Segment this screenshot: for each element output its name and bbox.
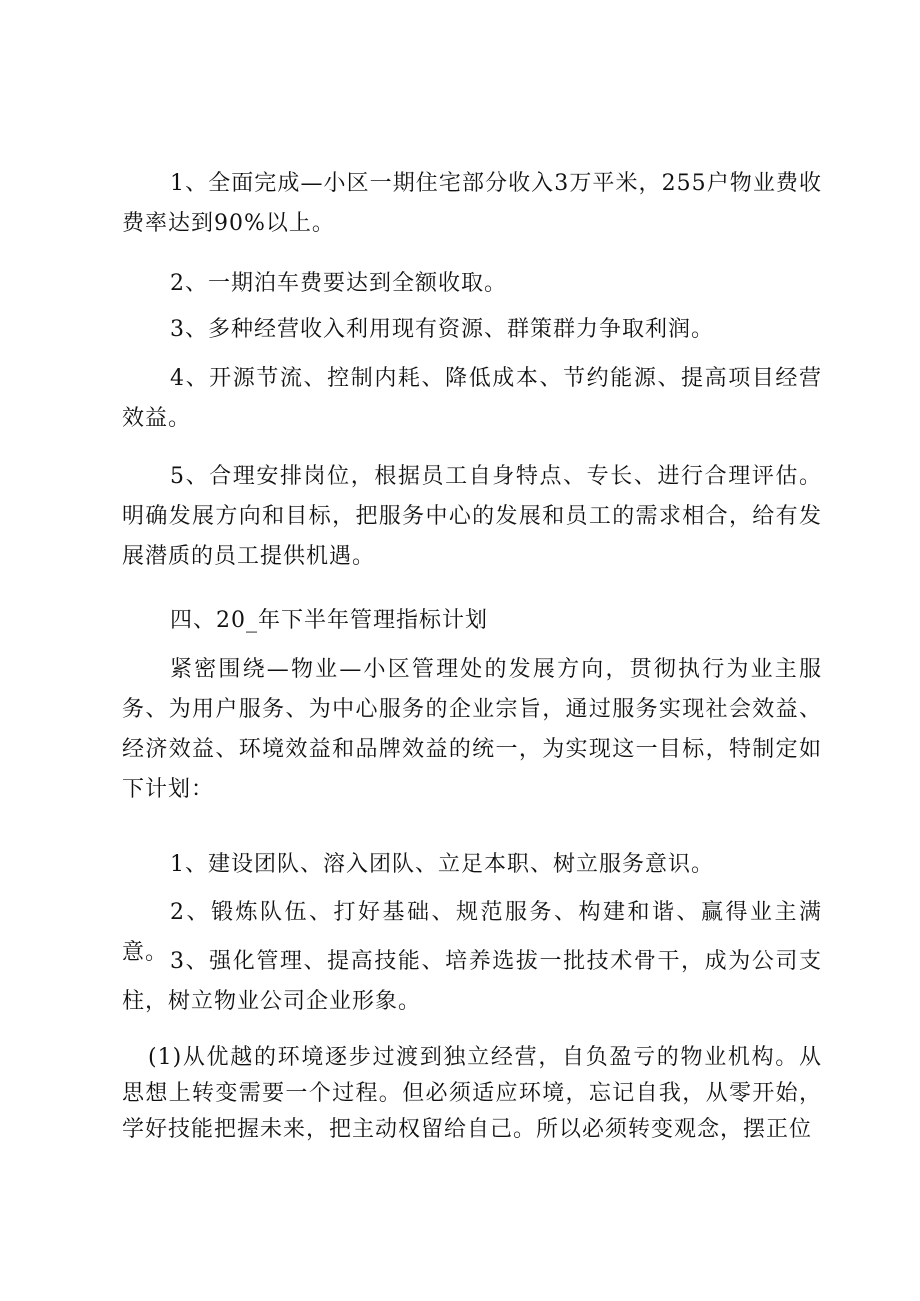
paragraph-5: 5、合理安排岗位，根据员工自身特点、专长、进行合理评估。明确发展方向和目标，把服务中心的发展和员工的需求相合，给有发展潜质的员工提供机遇。 bbox=[122, 464, 822, 569]
paragraph-8: 2、锻炼队伍、打好基础、规范服务、构建和谐、赢得业主满意。 bbox=[122, 900, 822, 965]
paragraph-1: 1、全面完成—小区一期住宅部分收入3万平米，255户物业费收费率达到90%以上。 bbox=[122, 171, 822, 236]
paragraph-10: (1)从优越的环境逐步过渡到独立经营，自负盈亏的物业机构。从思想上转变需要一个过程。但必须适应环境，忘记自我，从零开始，学好技能把握未来，把主动权留给自己。所以必须转变观念，摆正位 bbox=[122, 1045, 822, 1142]
paragraph-2: 2、一期泊车费要达到全额收取。 bbox=[170, 271, 507, 296]
paragraph-4: 4、开源节流、控制内耗、降低成本、节约能源、提高项目经营效益。 bbox=[122, 366, 822, 431]
paragraph-9: 3、强化管理、提高技能、培养选拔一批技术骨干，成为公司支柱，树立物业公司企业形象。 bbox=[122, 949, 822, 1014]
paragraph-7: 1、建设团队、溶入团队、立足本职、树立服务意识。 bbox=[170, 852, 714, 877]
paragraph-6: 紧密围绕—物业—小区管理处的发展方向，贯彻执行为业主服务、为用户服务、为中心服务的企业宗旨，通过服务实现社会效益、经济效益、环境效益和品牌效益的统一，为实现这一目标，特制定如下计划： bbox=[122, 657, 822, 802]
section-heading-4: 四、20_年下半年管理指标计划 bbox=[170, 608, 488, 633]
paragraph-3: 3、多种经营收入利用现有资源、群策群力争取利润。 bbox=[170, 317, 714, 342]
